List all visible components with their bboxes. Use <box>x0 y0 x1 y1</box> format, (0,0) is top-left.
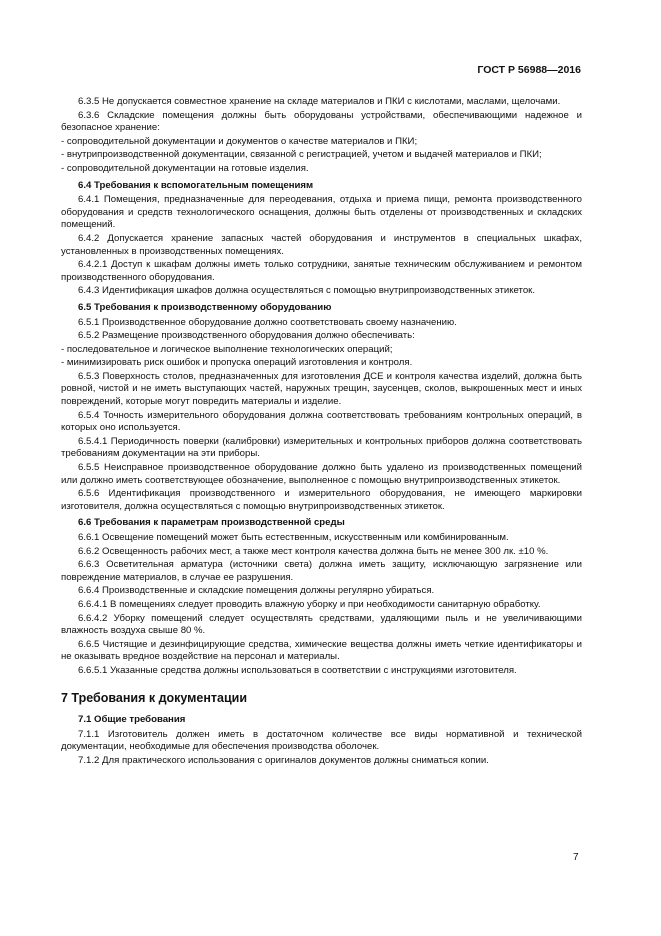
paragraph: 7.1.2 Для практического использования с оригиналов документов должны сниматься копии. <box>78 754 489 766</box>
paragraph: 6.3.6 Складские помещения должны быть оборудованы устройствами, обеспечивающими надежное и безопасное хранение: <box>61 109 582 134</box>
list-item: - внутрипроизводственной документации, связанной с регистрацией, учетом и выдачей материалов и ПКИ; <box>61 149 542 161</box>
paragraph: 6.6.1 Освещение помещений может быть естественным, искусственным или комбинированным. <box>78 532 509 543</box>
paragraph: 6.5.1 Производственное оборудование должно соответствовать своему назначению. <box>78 316 457 328</box>
paragraph: 6.5.6 Идентификация производственного и измерительного оборудования, не имеющего маркировки изготовителя, должна осуществляться с помощью внутрипроизводственных этикеток. <box>61 488 582 512</box>
list-item: - сопроводительной документации на готовые изделия. <box>61 162 309 174</box>
document-body <box>61 96 582 769</box>
section-heading: 6.4 Требования к вспомогательным помещениям <box>78 179 314 191</box>
paragraph: 6.5.2 Размещение производственного оборудования должно обеспечивать: <box>78 330 415 342</box>
section-heading: 6.6 Требования к параметрам производственной среды <box>78 517 345 529</box>
list-item: - минимизировать риск ошибок и пропуска операций изготовления и контроля. <box>61 357 413 369</box>
document-code-header: ГОСТ Р 56988—2016 <box>477 64 581 76</box>
paragraph: 6.6.3 Осветительная арматура (источники света) должна иметь защиту, исключающую загрязнение или повреждение материалов, в случае ее разрушения. <box>61 559 582 583</box>
paragraph: 6.4.3 Идентификация шкафов должна осуществляться с помощью внутрипроизводственных этикеток. <box>78 285 536 297</box>
paragraph: 6.5.5 Неисправное производственное оборудование должно быть удалено из производственных помещений или должно иметь соответствующее обозначение, выполненное с помощью внутрипроизводственных этикеток. <box>61 462 582 486</box>
paragraph: 6.4.2 Допускается хранение запасных частей оборудования и инструментов в специальных шкафах, установленных в производственных помещениях. <box>61 232 582 257</box>
paragraph: 6.6.4.1 В помещениях следует проводить влажную уборку и при необходимости санитарную обработку. <box>78 598 541 610</box>
paragraph: 6.6.2 Освещенность рабочих мест, а также мест контроля качества должна быть не менее 300 лк. ±10 %. <box>78 545 549 557</box>
paragraph: 6.6.5 Чистящие и дезинфицирующие средства, химические вещества должны иметь четкие идентификаторы и не оказывать вредное воздействие на персонал и материалы. <box>61 638 582 663</box>
paragraph: 7.1.1 Изготовитель должен иметь в достаточном количестве все виды нормативной и технической документации, необходимые для обеспечения производства оболочек. <box>61 728 582 753</box>
chapter-heading: 7 Требования к документации <box>61 690 248 705</box>
paragraph: 6.5.4.1 Периодичность поверки (калибровки) измерительных и контрольных приборов должна соответствовать требованиям документации на эти приборы. <box>61 435 582 460</box>
paragraph: 6.6.4.2 Уборку помещений следует осуществлять средствами, удаляющими пыль и не увеличивающими влажность воздуха свыше 80 %. <box>61 612 582 637</box>
paragraph: 6.3.5 Не допускается совместное хранение на складе материалов и ПКИ с кислотами, маслами, щелочами. <box>78 96 561 107</box>
paragraph: 6.6.5.1 Указанные средства должны использоваться в соответствии с инструкциями изготовителя. <box>78 664 517 676</box>
paragraph: 6.4.2.1 Доступ к шкафам должны иметь только сотрудники, занятые техническим обслуживанием и ремонтом производственного оборудования. <box>61 259 582 283</box>
paragraph: 6.5.3 Поверхность столов, предназначенных для изготовления ДСЕ и контроля качества изделий, должна быть ровной, чистой и не иметь выступающих частей, наружных трещин, заусенцев, сколов, выкрошенных мест и иных повреждений, которые могут повредить материалы и изделие. <box>61 370 582 408</box>
list-item: - последовательное и логическое выполнение технологических операций; <box>61 343 393 355</box>
list-item: - сопроводительной документации и документов о качестве материалов и ПКИ; <box>61 135 418 147</box>
section-heading: 6.5 Требования к производственному оборудованию <box>78 301 332 313</box>
paragraph: 6.4.1 Помещения, предназначенные для переодевания, отдыха и приема пищи, ремонта производственного оборудования и средств технологического оснащения, должны быть отделены от производственных и складских помещений. <box>61 194 582 231</box>
paragraph: 6.5.4 Точность измерительного оборудования должна соответствовать требованиям контрольных операций, в которых оно используется. <box>61 409 582 434</box>
section-heading: 7.1 Общие требования <box>78 714 186 726</box>
paragraph: 6.6.4 Производственные и складские помещения должны регулярно убираться. <box>78 585 435 597</box>
page-number: 7 <box>573 852 579 863</box>
